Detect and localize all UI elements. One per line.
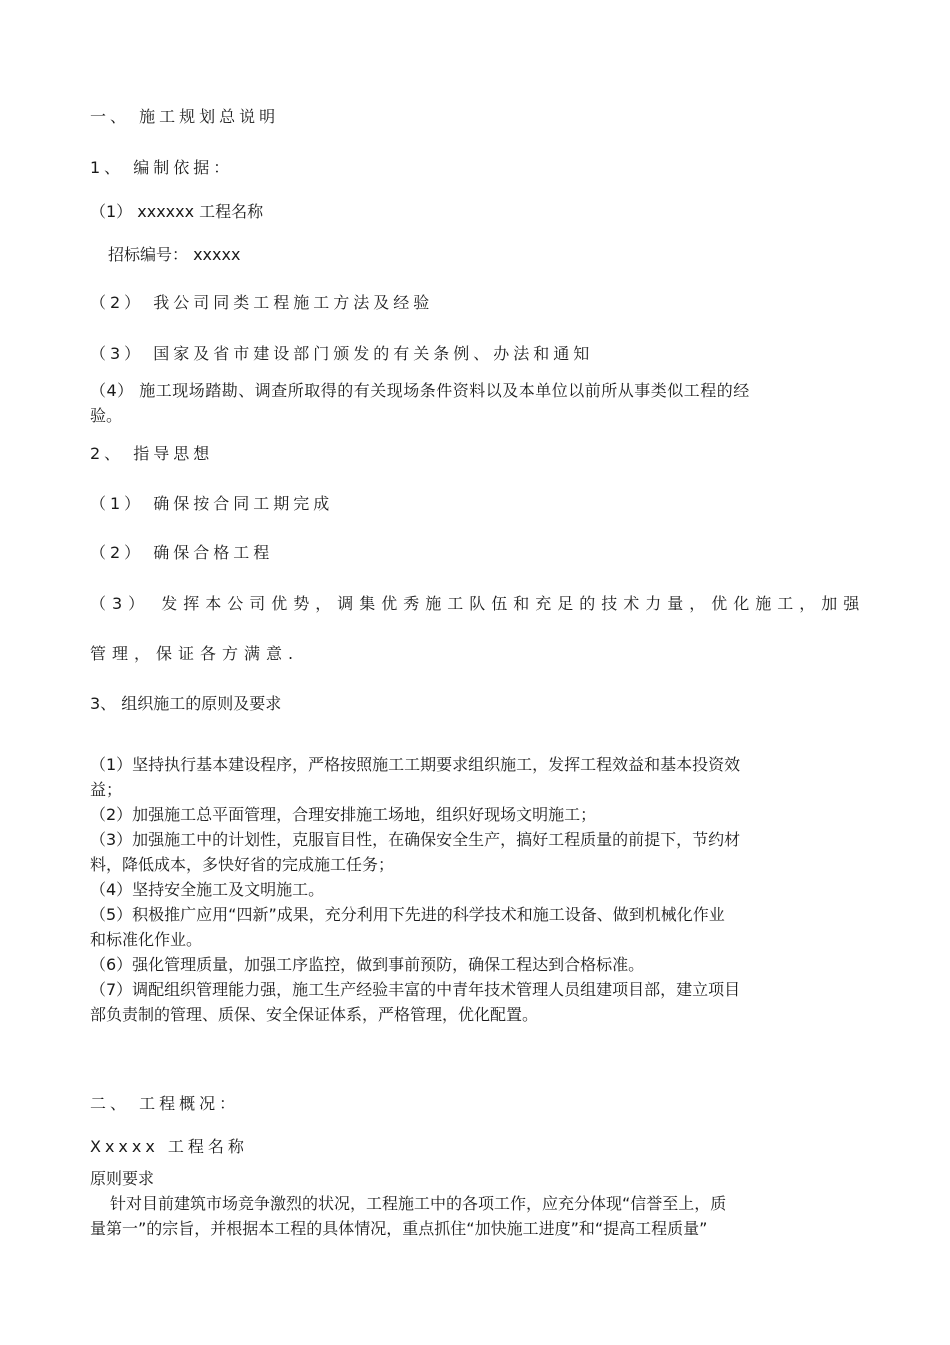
guideline-item-3-line-1: （3） 发挥本公司优势，调集优秀施工队伍和充足的技术力量，优化施工，加强 [90, 594, 866, 613]
guideline-item-3-line-2: 管理，保证各方满意. [90, 644, 300, 663]
project-name: Xxxxx 工程名称 [90, 1137, 248, 1156]
subsection-1-heading: 1、 编制依据： [90, 158, 234, 177]
guideline-item-1: （1） 确保按合同工期完成 [90, 494, 334, 513]
principle-line-7: （5）积极推广应用“四新”成果，充分利用下先进的科学技术和施工设备、做到机械化作业 [90, 905, 725, 924]
basis-item-2: （2） 我公司同类工程施工方法及经验 [90, 293, 434, 312]
principle-line-5: 料，降低成本，多快好省的完成施工任务； [90, 855, 395, 874]
principle-line-6: （4）坚持安全施工及文明施工。 [90, 880, 325, 899]
principle-line-4: （3）加强施工中的计划性，克服盲目性，在确保安全生产，搞好工程质量的前提下，节约材 [90, 830, 741, 849]
overview-paragraph-line-1: 针对目前建筑市场竞争激烈的状况，工程施工中的各项工作，应充分体现“信誉至上，质 [110, 1194, 727, 1213]
subsection-2-heading: 2、 指导思想 [90, 444, 214, 463]
principle-line-1: （1）坚持执行基本建设程序，严格按照施工工期要求组织施工，发挥工程效益和基本投资效 [90, 755, 741, 774]
section-1-heading: 一、 施工规划总说明 [90, 107, 280, 126]
principle-line-3: （2）加强施工总平面管理，合理安排施工场地，组织好现场文明施工； [90, 805, 597, 824]
principle-line-2: 益； [90, 780, 123, 799]
overview-paragraph-line-2: 量第一”的宗旨，并根据本工程的具体情况，重点抓住“加快施工进度”和“提高工程质量” [90, 1219, 708, 1238]
guideline-item-2: （2） 确保合格工程 [90, 543, 274, 562]
bid-number: 招标编号： xxxxx [108, 245, 241, 264]
section-2-heading: 二、 工程概况： [90, 1094, 240, 1113]
basis-item-3: （3） 国家及省市建设部门颁发的有关条例、办法和通知 [90, 344, 594, 363]
basis-item-4-line-2: 验。 [90, 406, 123, 425]
principle-line-9: （6）强化管理质量，加强工序监控，做到事前预防，确保工程达到合格标准。 [90, 955, 645, 974]
principle-label: 原则要求 [90, 1169, 155, 1188]
principle-line-11: 部负责制的管理、质保、安全保证体系，严格管理，优化配置。 [90, 1005, 539, 1024]
basis-item-1: （1） xxxxxx 工程名称 [90, 202, 264, 221]
basis-item-4-line-1: （4） 施工现场踏勘、调查所取得的有关现场条件资料以及本单位以前所从事类似工程的经 [90, 381, 750, 400]
principle-line-10: （7）调配组织管理能力强，施工生产经验丰富的中青年技术管理人员组建项目部，建立项目 [90, 980, 741, 999]
subsection-3-heading: 3、 组织施工的原则及要求 [90, 694, 282, 713]
principle-line-8: 和标准化作业。 [90, 930, 203, 949]
